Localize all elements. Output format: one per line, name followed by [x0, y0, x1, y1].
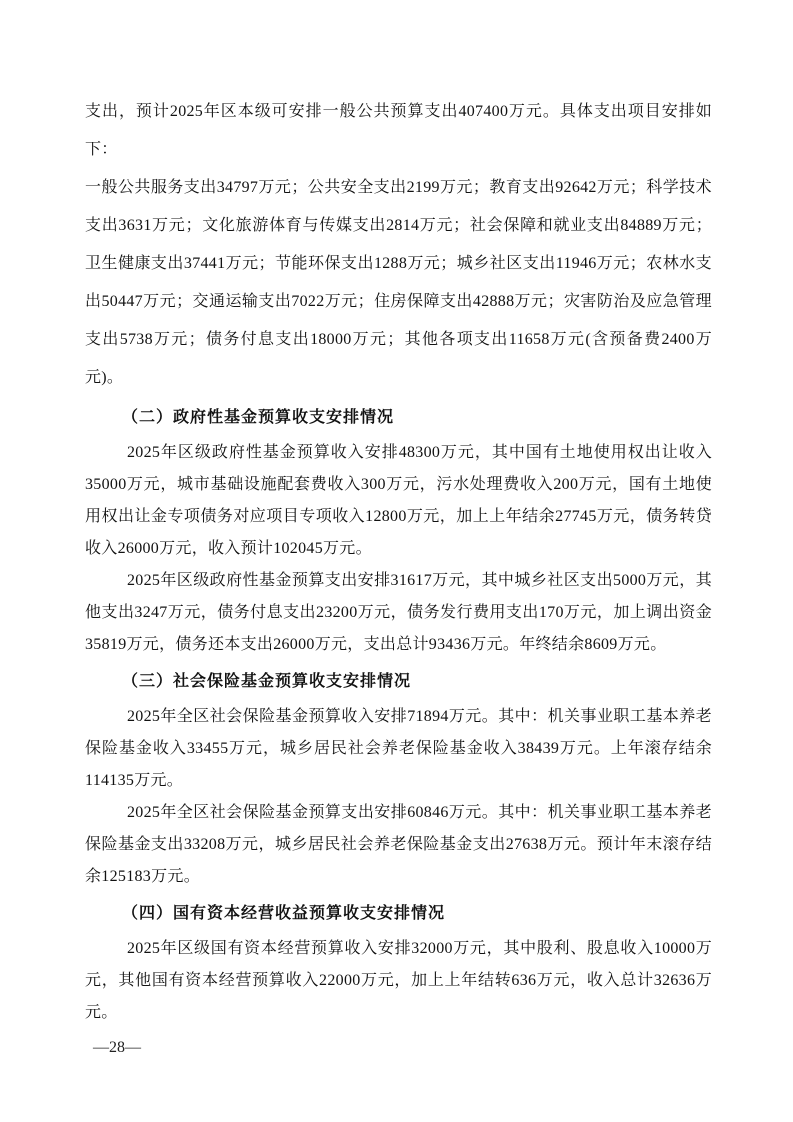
heading-social-insurance-budget: （三）社会保险基金预算收支安排情况 — [122, 673, 412, 690]
document-body — [85, 93, 712, 1029]
heading-govt-funds-budget: （二）政府性基金预算收支安排情况 — [122, 409, 395, 426]
para-govt-funds-revenue: 2025年区级政府性基金预算收入安排48300万元，其中国有土地使用权出让收入35000万元，城市基础设施配套费收入300万元，污水处理费收入200万元，国有土地使用权出让金专项债务对应项目专项收入12800万元，加上上年结余27745万元，债务转贷收入26000万元，收入预计102045万元。 — [85, 444, 712, 557]
para-expenditure-items-breakdown: 一般公共服务支出34797万元；公共安全支出2199万元；教育支出92642万元；科学技术支出3631万元；文化旅游体育与传媒支出2814万元；社会保障和就业支出84889万元；卫生健康支出37441万元；节能环保支出1288万元；城乡社区支出11946万元；农林水支出50447万元；交通运输支出7022万元；住房保障支出42888万元；灾害防治及应急管理支出5738万元；债务付息支出18000万元；其他各项支出11658万元(含预备费2400万元)。 — [85, 179, 712, 386]
para-govt-funds-expenditure: 2025年区级政府性基金预算支出安排31617万元，其中城乡社区支出5000万元，其他支出3247万元，债务付息支出23200万元，债务发行费用支出170万元，加上调出资金35819万元，债务还本支出26000万元，支出总计93436万元。年终结余8609万元。 — [85, 572, 712, 653]
para-public-budget-expenditure-intro: 支出，预计2025年区本级可安排一般公共预算支出407400万元。具体支出项目安排如下： — [85, 103, 712, 158]
para-social-insurance-expenditure: 2025年全区社会保险基金预算支出安排60846万元。其中：机关事业职工基本养老保险基金支出33208万元，城乡居民社会养老保险基金支出27638万元。预计年末滚存结余125183万元。 — [85, 804, 712, 885]
heading-state-capital-budget: （四）国有资本经营收益预算收支安排情况 — [122, 905, 446, 922]
para-state-capital-revenue: 2025年区级国有资本经营预算收入安排32000万元，其中股利、股息收入10000万元，其他国有资本经营预算收入22000万元，加上上年结转636万元，收入总计32636万元。 — [85, 940, 712, 1021]
page-number: —28— — [93, 1039, 141, 1056]
para-social-insurance-revenue: 2025年全区社会保险基金预算收入安排71894万元。其中：机关事业职工基本养老保险基金收入33455万元，城乡居民社会养老保险基金收入38439万元。上年滚存结余114135万元。 — [85, 708, 712, 789]
